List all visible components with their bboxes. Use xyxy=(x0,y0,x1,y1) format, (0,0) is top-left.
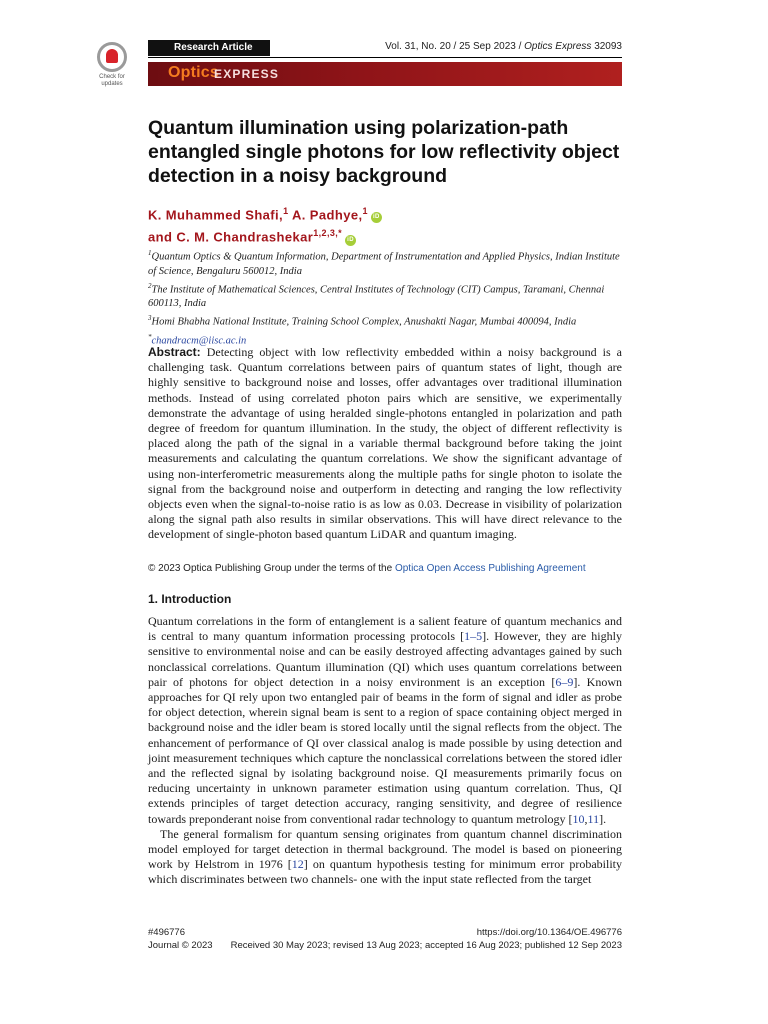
crossmark-icon xyxy=(97,42,127,72)
affiliation-text: Homi Bhabha National Institute, Training School Complex, Anushakti Nagar, Mumbai 400094, India xyxy=(151,316,577,328)
author-name: A. Padhye, xyxy=(292,207,363,223)
citation-link[interactable]: 6–9 xyxy=(555,674,574,689)
journal-logo-optics: Optics xyxy=(168,64,219,81)
paragraph-text: ]. xyxy=(599,811,607,826)
citation-link[interactable]: 12 xyxy=(291,857,304,872)
publication-dates: Received 30 May 2023; revised 13 Aug 2023; accepted 16 Aug 2023; published 12 Sep 2023 xyxy=(230,940,622,951)
journal-header-bar xyxy=(148,40,622,58)
author-name: and C. M. Chandrashekar xyxy=(148,229,314,245)
check-for-updates-badge[interactable] xyxy=(92,42,132,90)
affiliation-text: Quantum Optics & Quantum Information, Department of Instrumentation and Applied Physics, Indian Institute of Science, Bengaluru 560012, India xyxy=(148,251,620,277)
volume-text: Vol. 31, No. 20 / 25 Sep 2023 / xyxy=(385,41,525,52)
paragraph-text: ]. Known approaches for QI rely upon two entangled pair of beams in the form of signal and idler as probe for object detection, wherein signal beam is sent to a region of space containing object merged in background noise and the idler beam is stored locally until the signal reflects from the object. The enhancement of performance of QI over classical analog is made possible by using detection and joint measurement techniques which capture the nonclassical correlations between the stored idler and the reflected signal by isolating background noise. QI measurements primarily focus on reducing uncertainty in unknown parameter estimation using quantum correlation. Thus, QI extends principles of target detection accuracy, ranging sensitivity, and degree of resilience towards preponderant noise from conventional radar technology to quantum metrology [ xyxy=(148,674,622,826)
email-link[interactable]: chandracm@iisc.ac.in xyxy=(151,335,247,346)
copyright-text: © 2023 Optica Publishing Group under the terms of the xyxy=(148,563,395,574)
affiliations xyxy=(148,246,622,348)
paragraph-text: Quantum correlations in the form of entanglement is a salient feature of quantum mechanics and is central to many quantum information processing protocols [ xyxy=(148,614,622,644)
affiliation-number: 2 xyxy=(148,281,152,290)
article-id: #496776 xyxy=(148,927,185,938)
doi-link[interactable]: https://doi.org/10.1364/OE.496776 xyxy=(476,927,622,938)
author-affil: 1 xyxy=(283,206,289,216)
paragraph-text: ]. However, they are highly sensitive to environmental noise and can be easily destroyed affecting advantages gained by such nonclassical correlations. Quantum illumination (QI) which uses quantum correlations between pair of photons for object detection in a noisy environment is an exception [ xyxy=(148,629,622,689)
paragraph xyxy=(148,614,622,827)
paragraph-text: , xyxy=(584,811,588,826)
affiliation-item xyxy=(148,311,622,330)
copyright-line xyxy=(148,563,622,574)
citation-link[interactable]: 10 xyxy=(572,811,585,826)
affiliation-text: The Institute of Mathematical Sciences, Central Institutes of Technology (CIT) Campus, Taramani, Chennai 600113, India xyxy=(148,284,605,309)
article-type-label: Research Article xyxy=(148,40,270,56)
affiliation-number: 3 xyxy=(148,314,152,322)
license-link[interactable]: Optica Open Access Publishing Agreement xyxy=(394,563,586,574)
orcid-icon[interactable]: iD xyxy=(371,212,382,223)
citation-link[interactable]: 11 xyxy=(587,811,600,826)
journal-italic: Optics Express xyxy=(524,41,592,52)
affiliation-number: 1 xyxy=(148,249,152,257)
author-affil: 1 xyxy=(362,206,368,216)
journal-banner xyxy=(148,62,622,86)
journal-logo-express: EXPRESS xyxy=(214,67,280,81)
citation-link[interactable]: 1–5 xyxy=(464,629,483,644)
abstract-text: Detecting object with low reflectivity embedded within a noisy background is a challenging task. Quantum correlations between pairs of quantum states of light, though are highly sensitive to background noise and losses, offer advantages over traditional illumination methods. Instead of using correlated photon pairs which are sensitive, we experimentally demonstrate the advantage of using heralded single-photons entangled in polarization and path degree of freedom for quantum illumination. In the study, the object of different reflectivity is placed along the path of the signal in a variable thermal background before taking the joint measurements and calculating the quantum correlations. We show the significant advantage of using non-interferometric measurements along the multiple paths for single photon to isolate the signal from the background noise and outperform in detecting and ranging the low reflectivity objects even when the signal-to-noise ratio is as low as 0.03. Decrease in visibility of polarization along the signal path also results in similar observations. This will have direct relevance to the development of single-photon based quantum LiDAR and quantum imaging. xyxy=(148,345,623,542)
volume-info xyxy=(385,41,622,52)
paragraph-text: The general formalism for quantum sensing originates from quantum channel discrimination model employed for target detection in thermal background. The model is based on pioneering work by Helstrom in 1976 [ xyxy=(148,826,622,872)
introduction-body xyxy=(148,614,622,888)
abstract xyxy=(148,345,622,543)
paragraph xyxy=(148,827,622,888)
page-footer xyxy=(148,926,622,952)
author-affil: 1,2,3,* xyxy=(313,228,343,239)
paragraph-text: ] on quantum hypothesis testing for minimum error probability which discriminates between two channels- one with the input state reflected from the target xyxy=(148,857,622,887)
page-number: 32093 xyxy=(594,41,622,52)
affiliation-item xyxy=(148,279,622,312)
journal-copyright: Journal © 2023 xyxy=(148,940,213,951)
paper-title: Quantum illumination using polarization-path entangled single photons for low reflectivity object detection in a noisy background xyxy=(148,117,620,187)
abstract-label: Abstract: xyxy=(148,345,201,359)
author-list xyxy=(148,202,622,247)
badge-text: Check for updates xyxy=(99,74,125,87)
author-name: K. Muhammed Shafi, xyxy=(148,207,284,223)
section-heading-introduction: 1. Introduction xyxy=(148,592,232,606)
orcid-icon[interactable]: iD xyxy=(345,235,356,246)
affiliation-item xyxy=(148,246,622,279)
affiliation-number: * xyxy=(148,332,152,341)
